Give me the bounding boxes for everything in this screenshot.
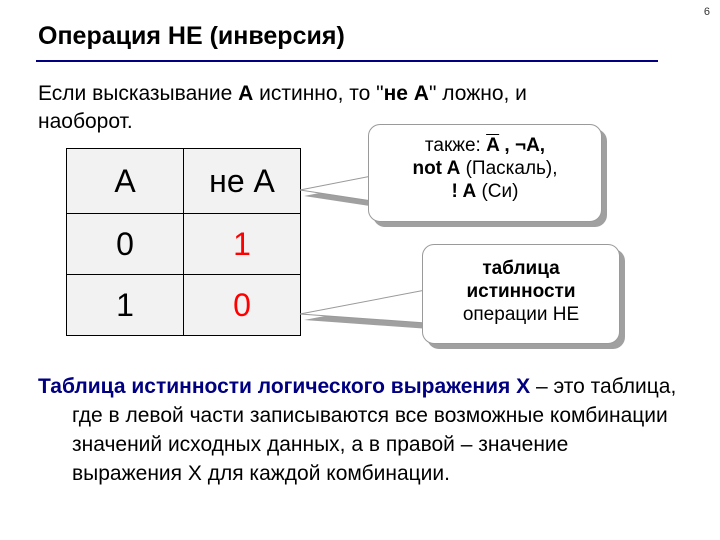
- callout-notation-line1: [369, 134, 601, 157]
- table-header-not-a: не A: [184, 149, 301, 214]
- notation-separator: ,: [499, 135, 515, 156]
- callout-notation-line2: [369, 157, 601, 180]
- callout-table-line2: [423, 280, 619, 303]
- intro-part2: истинно, то ": [253, 82, 384, 105]
- pascal-not: not A: [412, 158, 461, 179]
- intro-part1: Если высказывание: [38, 82, 239, 105]
- callout-truth-table: [422, 244, 620, 344]
- callout-table-line3: операции НЕ: [462, 304, 580, 325]
- definition-text: – это таблица, где в левой части записываются все возможные комбинации значений исходных данных, а в правой – значение выражения X для каждой комбинации.: [72, 375, 677, 485]
- table-cell-a: 1: [67, 275, 184, 336]
- table-cell-not-a: 0: [184, 275, 301, 336]
- intro-var: A: [238, 82, 254, 105]
- callout-table-word1: таблица: [482, 258, 560, 279]
- callout-notation: [368, 124, 602, 222]
- intro-not-a: не A: [383, 82, 429, 105]
- definition-term: Таблица истинности логического выражения X: [38, 375, 531, 398]
- definition-paragraph: [38, 372, 678, 488]
- callout-table-line1: [423, 257, 619, 280]
- negation-a: ¬A,: [514, 135, 546, 156]
- overline-a: $\overline{A}$: [486, 135, 500, 156]
- callout-notation-line3: [369, 180, 601, 203]
- pascal-label: (Паскаль),: [460, 158, 558, 179]
- c-label: (Си): [476, 181, 519, 202]
- slide-number: 6: [703, 6, 710, 18]
- table-header-a: A: [67, 149, 184, 214]
- callout-label: также:: [424, 135, 487, 156]
- intro-part3: " ложно, и наоборот.: [38, 82, 527, 133]
- c-not: ! A: [451, 181, 477, 202]
- table-cell-not-a: 1: [184, 214, 301, 275]
- table-cell-a: 0: [67, 214, 184, 275]
- page-title: Операция НЕ (инверсия): [38, 22, 345, 50]
- callout-table-word2: истинности: [466, 281, 576, 302]
